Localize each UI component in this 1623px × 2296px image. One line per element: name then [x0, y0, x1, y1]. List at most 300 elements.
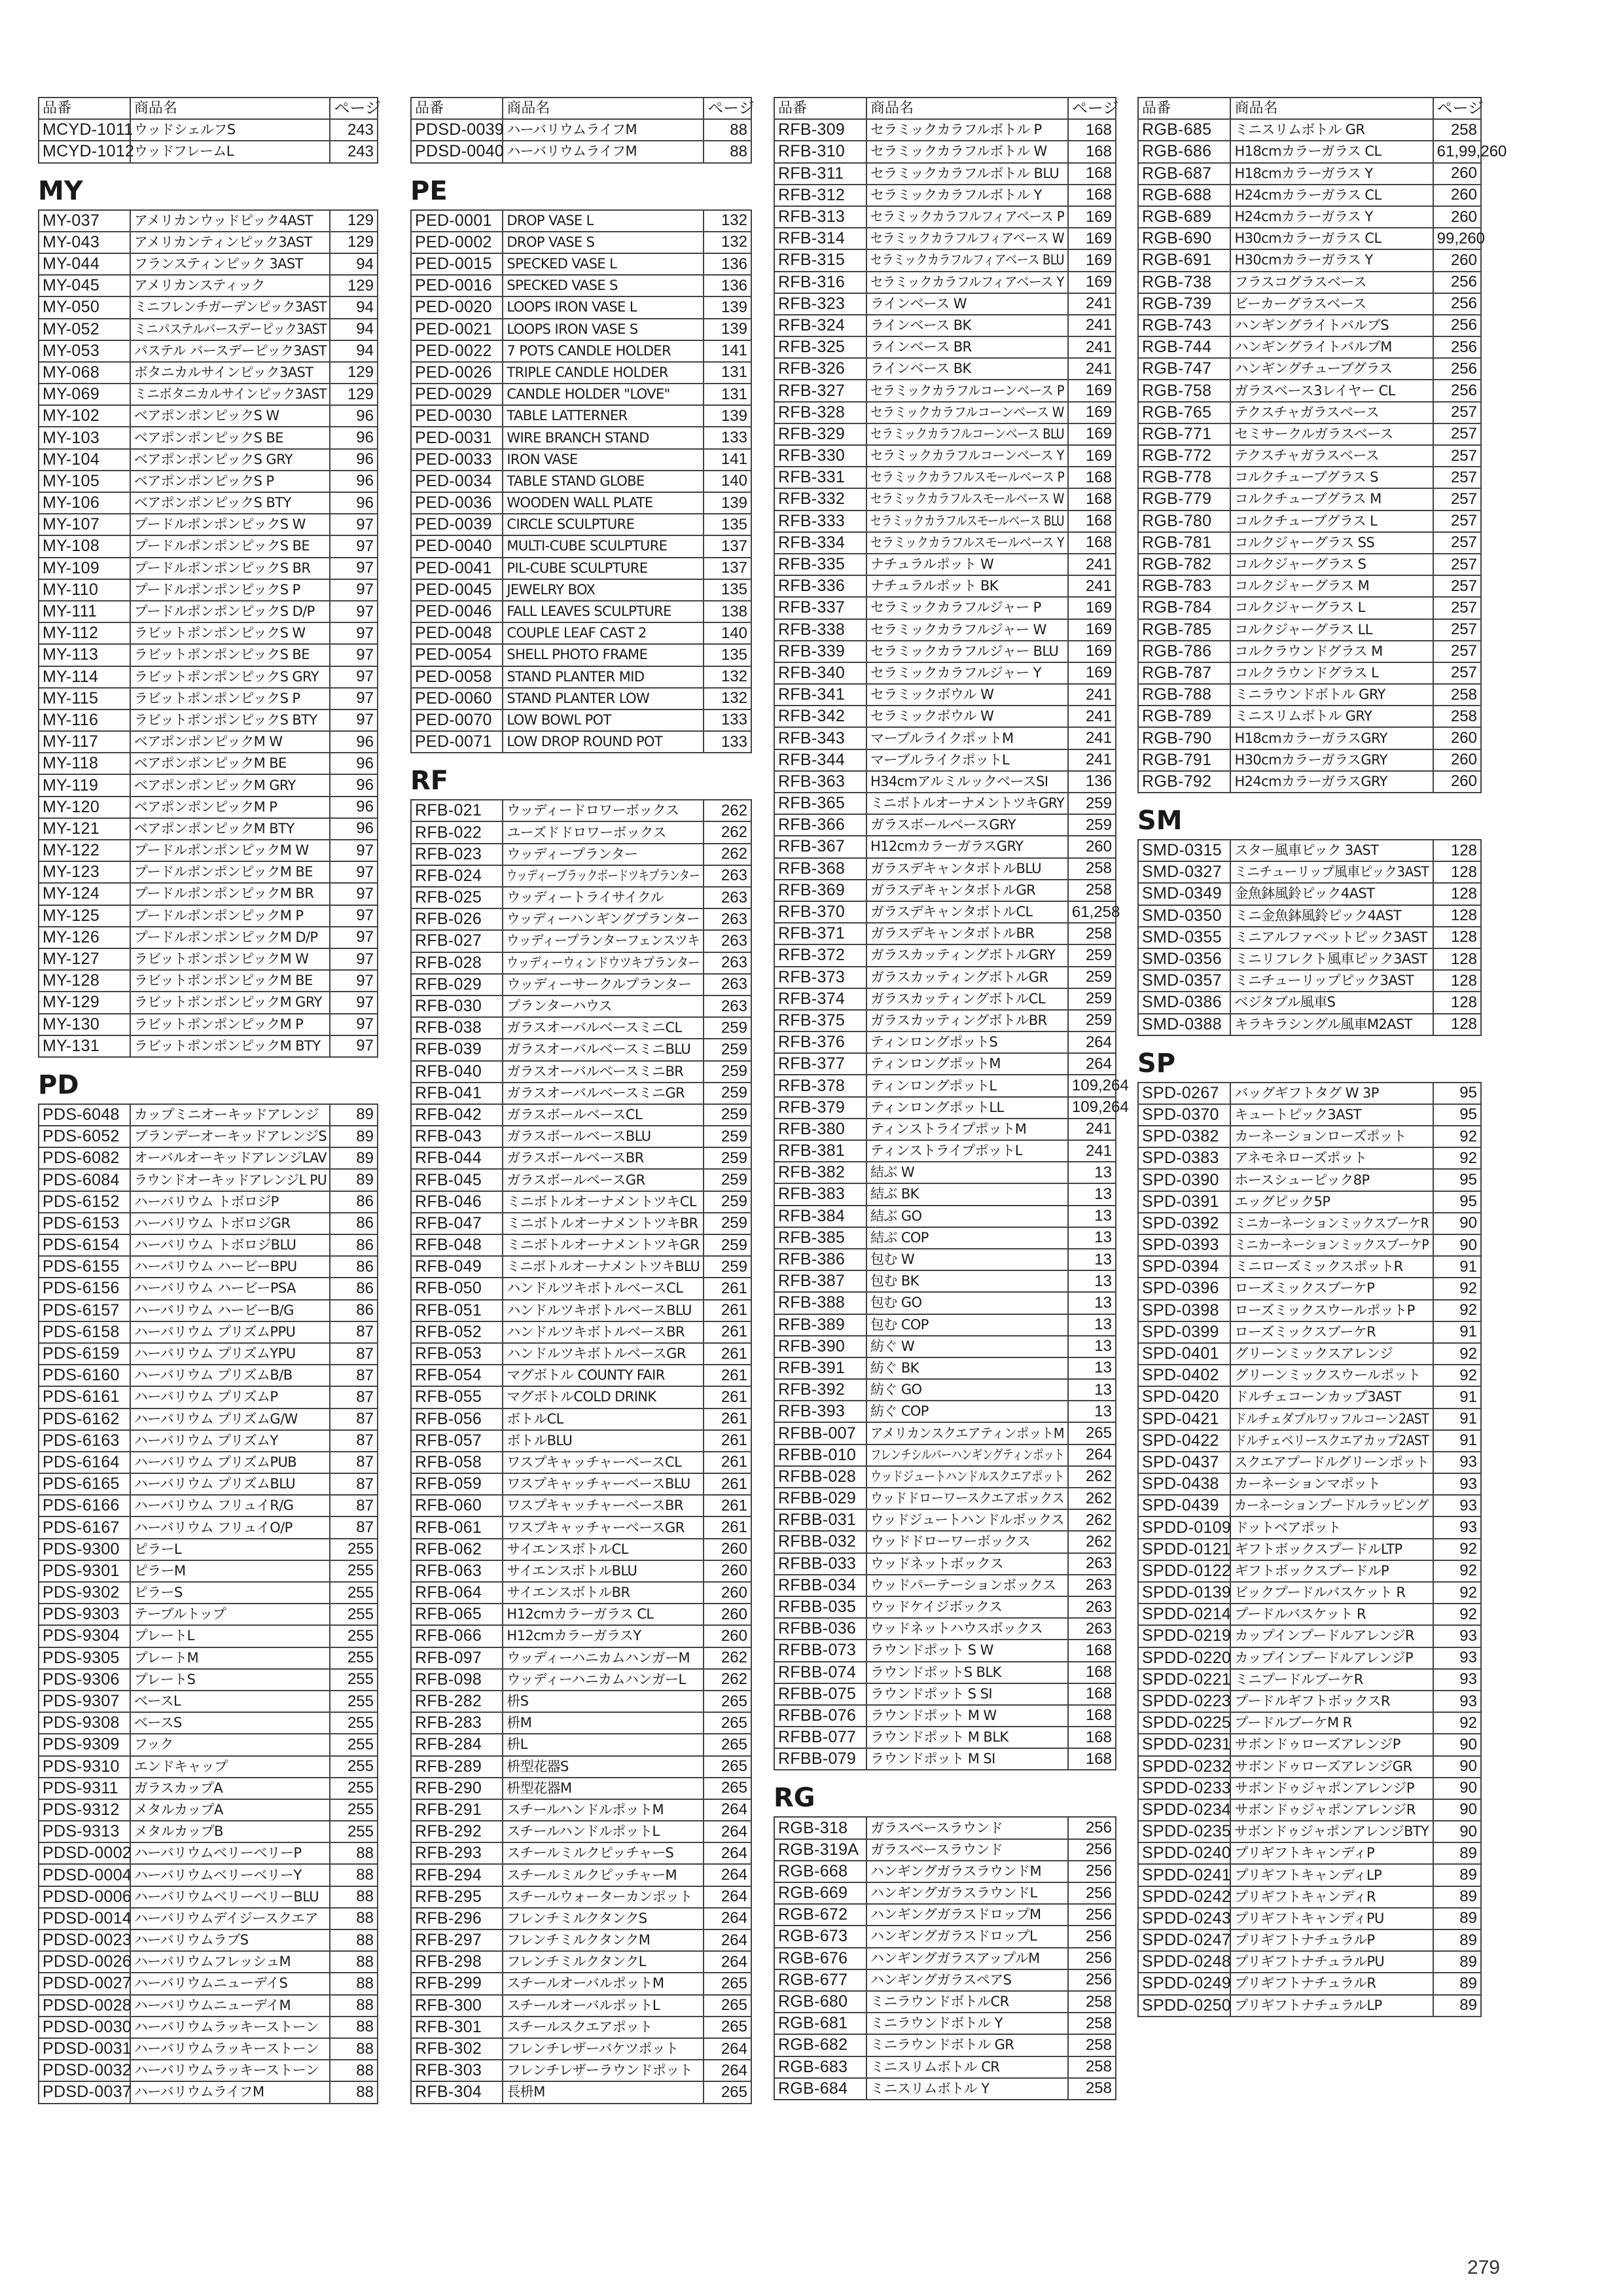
table-row [411, 1169, 751, 1191]
table-row [774, 944, 1116, 966]
item-code: SPD-0438 [1138, 1473, 1230, 1495]
item-page: 91 [1433, 1408, 1481, 1430]
table-row [411, 1234, 751, 1256]
table-row [411, 1973, 751, 1994]
item-page: 92 [1433, 1343, 1481, 1365]
table-row [1138, 1495, 1481, 1516]
table-row [1138, 1278, 1481, 1299]
table-row [774, 1748, 1116, 1770]
table-row [411, 1842, 751, 1864]
table-row [39, 1734, 378, 1755]
item-page: 257 [1433, 467, 1481, 488]
table-row [39, 119, 378, 141]
table-row [774, 358, 1116, 380]
table-row [39, 1408, 378, 1430]
section-header: SP [1137, 1048, 1176, 1079]
item-name: ワスプキャッチャーベースBLU [503, 1473, 704, 1495]
item-code: PDS-9311 [39, 1778, 130, 1799]
item-page: 256 [1433, 380, 1481, 401]
item-name: セラミックカラフルジャー BLU [866, 641, 1068, 662]
table-row [411, 709, 751, 731]
item-page: 264 [704, 1929, 751, 1951]
item-name: ウッドフレームL [130, 141, 330, 162]
item-name: 枡S [503, 1691, 704, 1712]
item-page: 97 [330, 644, 378, 666]
table-row [774, 1270, 1116, 1292]
item-code: RFB-300 [411, 1995, 503, 2017]
item-code: PDSD-0004 [39, 1864, 130, 1886]
item-page: 262 [1068, 1488, 1116, 1509]
item-page: 258 [1068, 2013, 1116, 2034]
header-name: 商品名 [1230, 98, 1433, 119]
item-page: 93 [1433, 1452, 1481, 1473]
item-page: 169 [1068, 228, 1116, 249]
item-page: 135 [704, 644, 751, 666]
item-page: 256 [1433, 293, 1481, 315]
item-code: PED-0060 [411, 688, 503, 709]
item-code: RFB-326 [774, 358, 866, 380]
table-row [774, 1904, 1116, 1926]
item-name: マグボトルCOLD DRINK [503, 1386, 704, 1408]
item-code: MY-127 [39, 948, 130, 970]
item-name: プードルポンポンピックS D/P [130, 601, 330, 622]
table-row [411, 1147, 751, 1169]
item-page: 131 [704, 384, 751, 405]
table-row [39, 1300, 378, 1321]
item-page: 265 [704, 1734, 751, 1755]
item-page: 260 [704, 1582, 751, 1604]
item-page: 262 [704, 844, 751, 865]
header-row [411, 98, 751, 119]
item-code: PDS-6052 [39, 1126, 130, 1147]
table-row [1138, 315, 1481, 336]
item-name: ハンドルツキボトルベースBLU [503, 1300, 704, 1321]
item-name: ミニボタニカルサインピック3AST [130, 384, 330, 405]
table-row [774, 1640, 1116, 1661]
item-code: RFB-373 [774, 967, 866, 988]
item-page: 128 [1433, 1014, 1481, 1035]
item-page: 256 [1068, 1904, 1116, 1926]
item-name: ブランデーオーキッドアレンジS [130, 1126, 330, 1147]
item-name: セラミックカラフルフィアベース Y [866, 272, 1068, 293]
item-code: SMD-0355 [1138, 927, 1230, 948]
table-row [774, 206, 1116, 228]
item-code: RGB-739 [1138, 293, 1230, 315]
item-name: H30cmカラーガラスGRY [1230, 749, 1433, 771]
item-page: 257 [1433, 511, 1481, 532]
table-row [411, 1300, 751, 1321]
table-row [774, 1119, 1116, 1140]
table-row [411, 1560, 751, 1582]
item-name: プリギフトキャンディP [1230, 1842, 1433, 1864]
item-page: 135 [704, 514, 751, 535]
item-name: ワスプキャッチャーベースCL [503, 1452, 704, 1473]
table-row [411, 1625, 751, 1647]
item-code: SPD-0399 [1138, 1321, 1230, 1343]
item-code: SPDD-0243 [1138, 1908, 1230, 1929]
table-row [1138, 1408, 1481, 1430]
item-name: フランスティンピック 3AST [130, 253, 330, 275]
item-name: LOOPS IRON VASE L [503, 296, 704, 318]
item-code: RFB-378 [774, 1075, 866, 1096]
table-row [39, 1582, 378, 1604]
item-code: MY-126 [39, 927, 130, 948]
table-row [411, 579, 751, 601]
item-page: 265 [1068, 1422, 1116, 1444]
item-page: 241 [1068, 554, 1116, 575]
item-code: RFB-295 [411, 1886, 503, 1908]
table-row [39, 1669, 378, 1691]
table-row [411, 1951, 751, 1973]
table-row [774, 727, 1116, 749]
item-page: 141 [704, 449, 751, 471]
item-page: 256 [1068, 1926, 1116, 1947]
table-row [1138, 1951, 1481, 1973]
table-row [39, 1278, 378, 1299]
table-row [774, 1969, 1116, 1991]
item-page: 95 [1433, 1191, 1481, 1213]
item-page: 87 [330, 1516, 378, 1538]
item-page: 97 [330, 948, 378, 970]
item-code: RFBB-079 [774, 1748, 866, 1770]
item-name: コルクチューブグラス L [1230, 511, 1433, 532]
item-page: 264 [704, 1886, 751, 1908]
item-name: コルクジャーグラス M [1230, 575, 1433, 597]
item-code: RFB-290 [411, 1778, 503, 1799]
item-name: スター風車ピック 3AST [1230, 840, 1433, 861]
item-page: 97 [330, 709, 378, 731]
item-name: セラミックカラフルジャー P [866, 597, 1068, 619]
table-row [1138, 185, 1481, 206]
item-page: 263 [704, 930, 751, 952]
item-page: 258 [1068, 858, 1116, 880]
item-code: RFB-336 [774, 575, 866, 597]
table-row [39, 1452, 378, 1473]
item-name: ドルチェダブルワッフルコーン2AST [1230, 1408, 1433, 1430]
item-code: RFB-057 [411, 1430, 503, 1452]
item-name: サボンドゥローズアレンジGR [1230, 1756, 1433, 1778]
table-row [1138, 1604, 1481, 1625]
item-code: RFB-044 [411, 1147, 503, 1169]
item-page: 168 [1068, 141, 1116, 162]
item-code: PED-0041 [411, 558, 503, 579]
item-page: 86 [330, 1234, 378, 1256]
item-name: LOOPS IRON VASE S [503, 319, 704, 340]
item-name: ウッディーウィンドウツキプランター [503, 952, 704, 974]
item-code: MY-053 [39, 340, 130, 362]
table-row [39, 644, 378, 666]
item-name: フレンチレザーバケツポット [503, 2038, 704, 2060]
table-row [1138, 771, 1481, 793]
item-code: RFB-052 [411, 1321, 503, 1343]
item-name: 結ぶ BK [866, 1183, 1068, 1205]
item-page: 264 [704, 1951, 751, 1973]
table-row [1138, 1929, 1481, 1951]
section-header: SM [1137, 806, 1183, 836]
index-table [1137, 1082, 1482, 2017]
item-name: ティンストライプポットL [866, 1140, 1068, 1162]
item-code: PDSD-0014 [39, 1908, 130, 1929]
item-code: RFB-393 [774, 1401, 866, 1422]
item-name: ベアポンポンピックS BTY [130, 492, 330, 514]
item-name: セラミックカラフルフィアベース BLU [866, 249, 1068, 271]
table-row [411, 1929, 751, 1951]
item-name: ラビットポンポンピックM GRY [130, 992, 330, 1013]
item-page: 96 [330, 797, 378, 818]
table-row [774, 1466, 1116, 1488]
item-code: RFB-294 [411, 1864, 503, 1886]
table-row [411, 2038, 751, 2060]
item-page: 89 [330, 1147, 378, 1169]
item-page: 260 [704, 1560, 751, 1582]
item-page: 95 [1433, 1083, 1481, 1104]
item-code: RFB-377 [774, 1053, 866, 1075]
item-page: 96 [330, 449, 378, 471]
table-row [774, 706, 1116, 727]
item-name: ミニボトルオーナメントツキGR [503, 1234, 704, 1256]
table-row [411, 2017, 751, 2038]
item-code: RGB-690 [1138, 228, 1230, 249]
table-row [1138, 488, 1481, 510]
table-row [774, 1401, 1116, 1422]
item-code: RFB-283 [411, 1712, 503, 1734]
item-page: 97 [330, 688, 378, 709]
item-name: ラウンドポット M SI [866, 1748, 1068, 1770]
item-name: エッグピック5P [1230, 1191, 1433, 1213]
item-code: PED-0001 [411, 210, 503, 232]
table-row [774, 1336, 1116, 1357]
item-name: メタルカップA [130, 1799, 330, 1821]
table-row [39, 319, 378, 340]
table-row [1138, 272, 1481, 293]
table-row [39, 427, 378, 448]
item-name: ラインベース W [866, 293, 1068, 315]
item-page: 263 [1068, 1553, 1116, 1575]
table-row [39, 1035, 378, 1057]
item-name: プードルブーケM R [1230, 1712, 1433, 1734]
table-row [774, 575, 1116, 597]
item-code: SMD-0349 [1138, 883, 1230, 905]
table-row [39, 1625, 378, 1647]
item-name: ティンロングポットM [866, 1053, 1068, 1075]
item-code: SPDD-0233 [1138, 1778, 1230, 1799]
index-table [410, 209, 752, 754]
item-name: ミニフレンチガーデンピック3AST [130, 296, 330, 318]
item-code: PDS-9307 [39, 1691, 130, 1712]
item-name: セラミックカラフルコーンベース W [866, 402, 1068, 423]
item-page: 93 [1433, 1516, 1481, 1538]
item-name: ピラーM [130, 1560, 330, 1582]
table-row [39, 384, 378, 405]
table-row [774, 1509, 1116, 1531]
table-row [774, 1379, 1116, 1401]
item-code: PDS-9303 [39, 1604, 130, 1625]
table-row [1138, 1191, 1481, 1213]
table-row [1138, 1473, 1481, 1495]
table-row [1138, 1386, 1481, 1408]
item-name: ラビットポンポンピックS P [130, 688, 330, 709]
item-name: オーバルオーキッドアレンジLAV [130, 1147, 330, 1169]
item-code: PDS-6154 [39, 1234, 130, 1256]
item-page: 260 [704, 1625, 751, 1647]
item-code: RFB-060 [411, 1495, 503, 1516]
table-row [411, 1669, 751, 1691]
item-code: PDSD-0023 [39, 1929, 130, 1951]
item-name: ベアポンポンピックM BE [130, 753, 330, 774]
item-code: SPD-0422 [1138, 1430, 1230, 1452]
item-name: LOW BOWL POT [503, 709, 704, 731]
table-row [411, 1756, 751, 1778]
item-name: ウッドネットハウスボックス [866, 1618, 1068, 1640]
item-page: 259 [704, 1147, 751, 1169]
item-page: 89 [1433, 1908, 1481, 1929]
item-page: 132 [704, 688, 751, 709]
item-name: ホースシューピック8P [1230, 1169, 1433, 1191]
item-code: SMD-0388 [1138, 1014, 1230, 1035]
table-row [39, 797, 378, 818]
item-code: MY-069 [39, 384, 130, 405]
table-row [39, 1014, 378, 1035]
item-name: セラミックカラフルコーンベース BLU [866, 423, 1068, 445]
item-page: 97 [330, 579, 378, 601]
item-code: RFB-339 [774, 641, 866, 662]
table-row [774, 771, 1116, 793]
item-name: ラインベース BR [866, 336, 1068, 358]
item-code: RFB-335 [774, 554, 866, 575]
table-row [411, 974, 751, 996]
item-name: サボンドゥジャポンアレンジBTY [1230, 1821, 1433, 1842]
item-name: 結ぶ COP [866, 1227, 1068, 1249]
table-row [1138, 1886, 1481, 1908]
item-name: セラミックカラフルボトル P [866, 119, 1068, 141]
item-code: PED-0015 [411, 253, 503, 275]
item-page: 91 [1433, 1256, 1481, 1278]
item-code: RFB-337 [774, 597, 866, 619]
item-name: マーブルライクポットM [866, 727, 1068, 749]
item-name: ウッドシェルフS [130, 119, 330, 141]
item-page: 137 [704, 535, 751, 557]
item-code: MY-107 [39, 514, 130, 535]
section-header: MY [38, 175, 83, 206]
item-code: MY-068 [39, 362, 130, 384]
item-page: 255 [330, 1799, 378, 1821]
item-page: 138 [704, 601, 751, 622]
item-code: MCYD-1012 [39, 141, 130, 162]
item-name: ボタニカルサインピック3AST [130, 362, 330, 384]
table-row [774, 901, 1116, 923]
item-code: SMD-0327 [1138, 861, 1230, 883]
item-page: 140 [704, 471, 751, 492]
item-page: 255 [330, 1669, 378, 1691]
table-row [39, 1560, 378, 1582]
table-row [39, 774, 378, 796]
item-page: 257 [1433, 488, 1481, 510]
item-page: 90 [1433, 1234, 1481, 1256]
item-code: MY-106 [39, 492, 130, 514]
item-page: 13 [1068, 1336, 1116, 1357]
item-name: ローズミックスブーケR [1230, 1321, 1433, 1343]
table-row [1138, 119, 1481, 141]
item-code: RFB-066 [411, 1625, 503, 1647]
item-page: 259 [704, 1039, 751, 1060]
item-code: SPD-0393 [1138, 1234, 1230, 1256]
item-page: 87 [330, 1430, 378, 1452]
item-code: SPDD-0241 [1138, 1864, 1230, 1886]
item-page: 13 [1068, 1227, 1116, 1249]
table-row [411, 1516, 751, 1538]
table-row [39, 861, 378, 883]
item-page: 256 [1068, 1882, 1116, 1904]
item-page: 92 [1433, 1147, 1481, 1169]
item-code: PDS-6164 [39, 1452, 130, 1473]
item-code: RFB-328 [774, 402, 866, 423]
table-row [411, 887, 751, 908]
item-name: ミニラウンドボトルCR [866, 1991, 1068, 2013]
item-page: 169 [1068, 641, 1116, 662]
item-page: 89 [1433, 1995, 1481, 2017]
table-row [39, 1756, 378, 1778]
item-code: MY-129 [39, 992, 130, 1013]
table-row [39, 1256, 378, 1278]
table-row [774, 988, 1116, 1010]
item-page: 259 [704, 1256, 751, 1278]
table-row [1138, 992, 1481, 1013]
item-name: ミニラウンドボトル GRY [1230, 684, 1433, 706]
item-code: RFBB-077 [774, 1727, 866, 1748]
item-page: 263 [1068, 1596, 1116, 1618]
item-name: ウッディーサークルプランター [503, 974, 704, 996]
item-code: SPDD-0235 [1138, 1821, 1230, 1842]
item-code: PED-0034 [411, 471, 503, 492]
table-row [774, 2078, 1116, 2100]
item-code: RFB-344 [774, 749, 866, 771]
item-code: PED-0039 [411, 514, 503, 535]
item-name: サボンドゥローズアレンジP [1230, 1734, 1433, 1755]
item-name: ハーバリウムライフM [503, 119, 704, 141]
item-code: RGB-686 [1138, 141, 1230, 162]
item-code: RFB-309 [774, 119, 866, 141]
item-name: ミニスリムボトル CR [866, 2056, 1068, 2078]
item-page: 96 [330, 492, 378, 514]
item-page: 256 [1068, 1839, 1116, 1861]
item-name: ハーバリウムベリーベリーY [130, 1864, 330, 1886]
table-row [1138, 1560, 1481, 1582]
item-page: 258 [1068, 1991, 1116, 2013]
item-name: ミニローズミックスポットR [1230, 1256, 1433, 1278]
table-row [39, 340, 378, 362]
item-page: 259 [704, 1083, 751, 1104]
table-row [774, 1662, 1116, 1683]
table-row [39, 1539, 378, 1560]
item-name: コルクジャーグラス LL [1230, 619, 1433, 641]
item-code: PDS-6165 [39, 1473, 130, 1495]
table-row [39, 1842, 378, 1864]
table-row [39, 666, 378, 688]
item-name: フレンチミルクタンクM [503, 1929, 704, 1951]
item-page: 261 [704, 1495, 751, 1516]
item-code: MY-044 [39, 253, 130, 275]
item-name: カップミニオーキッドアレンジ [130, 1104, 330, 1126]
item-page: 255 [330, 1582, 378, 1604]
item-name: ピラーL [130, 1539, 330, 1560]
item-code: RFB-021 [411, 800, 503, 821]
item-name: スチールミルクピッチャーM [503, 1864, 704, 1886]
item-page: 264 [704, 2060, 751, 2081]
item-page: 265 [704, 1973, 751, 1994]
item-page: 86 [330, 1256, 378, 1278]
index-table [38, 1103, 378, 2104]
item-page: 258 [1068, 2078, 1116, 2100]
